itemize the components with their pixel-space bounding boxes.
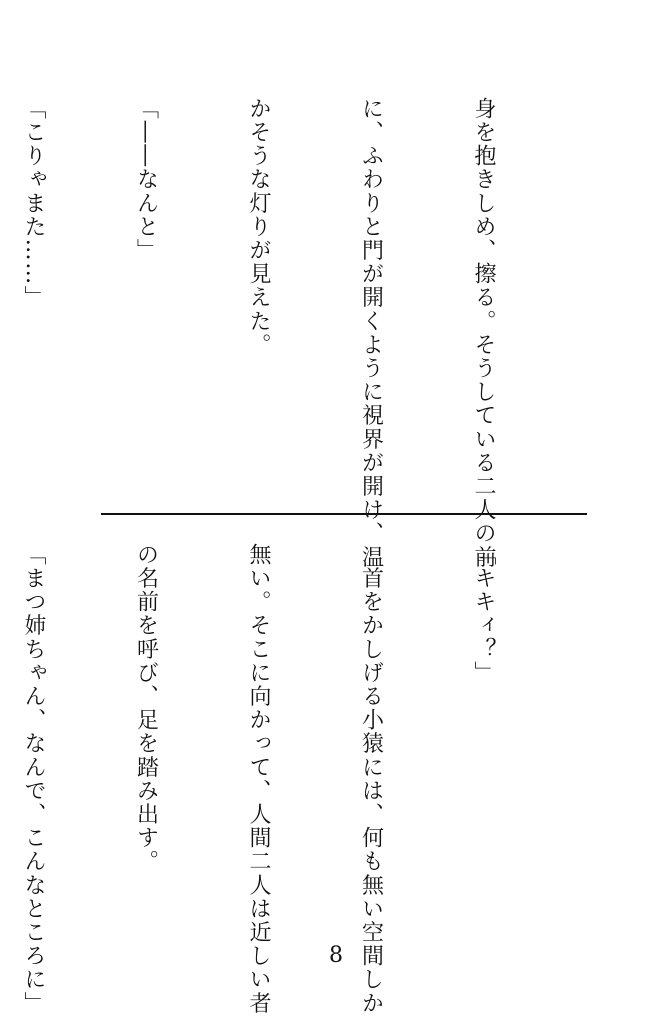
top-text-block — [0, 97, 577, 569]
text-line: 首をかしげる小猿には、何も無い空間しか — [358, 543, 384, 1015]
text-line: の名前を呼び、足を踏み出す。 — [133, 543, 159, 874]
page-number: 8 — [329, 943, 343, 968]
text-line: 「――なんと」 — [133, 97, 159, 263]
text-line: 「まつ姉ちゃん、なんで、こんなところに」 — [21, 543, 46, 1015]
text-line: に、ふわりと門が開くように視界が開け、温 — [358, 97, 384, 569]
text-line: 身を抱きしめ、擦る。そうしている二人の前 — [471, 97, 496, 569]
text-line: 無い。そこに向かって、人間二人は近しい者 — [246, 543, 271, 1015]
text-line: 「キキィ？」 — [471, 543, 496, 685]
bottom-text-block — [0, 543, 577, 1015]
section-divider — [101, 513, 587, 515]
text-line: 「こりゃまた……」 — [21, 97, 46, 310]
text-line: かそうな灯りが見えた。 — [246, 97, 271, 357]
